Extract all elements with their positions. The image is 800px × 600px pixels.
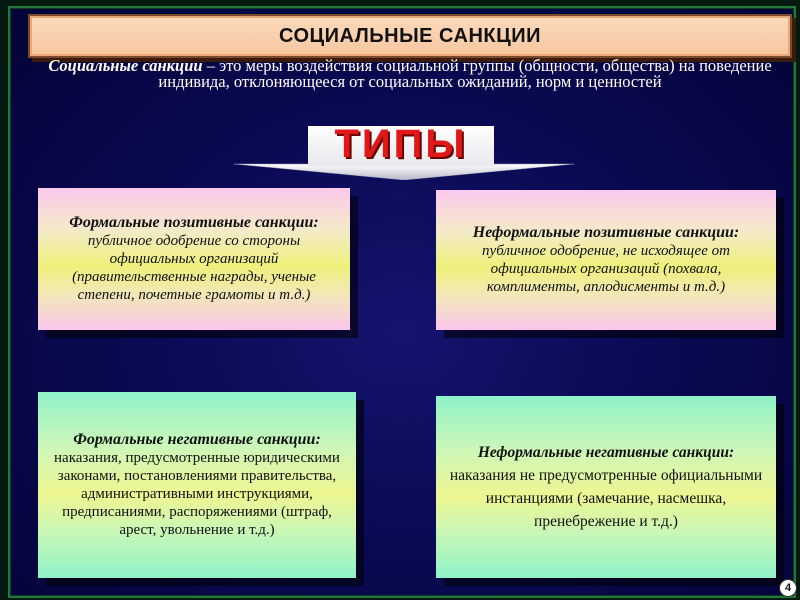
- card-informal-negative: [436, 396, 776, 578]
- card-informal-negative-heading: Неформальные негативные санкции:: [477, 444, 735, 461]
- types-label-box: [308, 122, 494, 166]
- page-number-badge: 4: [779, 579, 797, 597]
- definition-dash: –: [206, 56, 215, 75]
- card-informal-positive-body: публичное одобрение, не исходящее от официальных организаций (похвала, комплименты, аплодисменты и т.д.): [482, 243, 730, 295]
- definition-text: это меры воздействия социальной группы (общности, общества) на поведение индивида, отклоняющееся от социальных ожиданий, норм и ценностей: [158, 56, 772, 91]
- slide-title: СОЦИАЛЬНЫЕ САНКЦИИ: [279, 24, 541, 47]
- definition: [40, 58, 780, 90]
- title-bar: [28, 14, 792, 58]
- card-formal-positive-heading: Формальные позитивные санкции:: [69, 214, 319, 231]
- definition-term: Социальные санкции: [48, 56, 203, 75]
- card-informal-positive: [436, 190, 776, 330]
- card-formal-negative-heading: Формальные негативные санкции:: [73, 431, 321, 448]
- card-informal-negative-body: наказания не предусмотренные официальными инстанциями (замечание, насмешка, пренебрежение и т.д.): [449, 467, 763, 530]
- slide: [8, 6, 796, 598]
- card-informal-positive-heading: Неформальные позитивные санкции:: [472, 224, 740, 241]
- card-formal-negative-body: наказания, предусмотренные юридическими законами, постановлениями правительства, административными инструкциями, предписаниями, распоряжениями (штраф, арест, увольнение и т.д.): [54, 450, 340, 538]
- card-formal-negative: [38, 392, 356, 578]
- card-formal-positive: [38, 188, 350, 330]
- types-label: ТИПЫ: [334, 122, 468, 166]
- card-formal-positive-body: публичное одобрение со стороны официальных организаций (правительственные награды, ученые степени, почетные грамоты и т.д.): [72, 233, 316, 303]
